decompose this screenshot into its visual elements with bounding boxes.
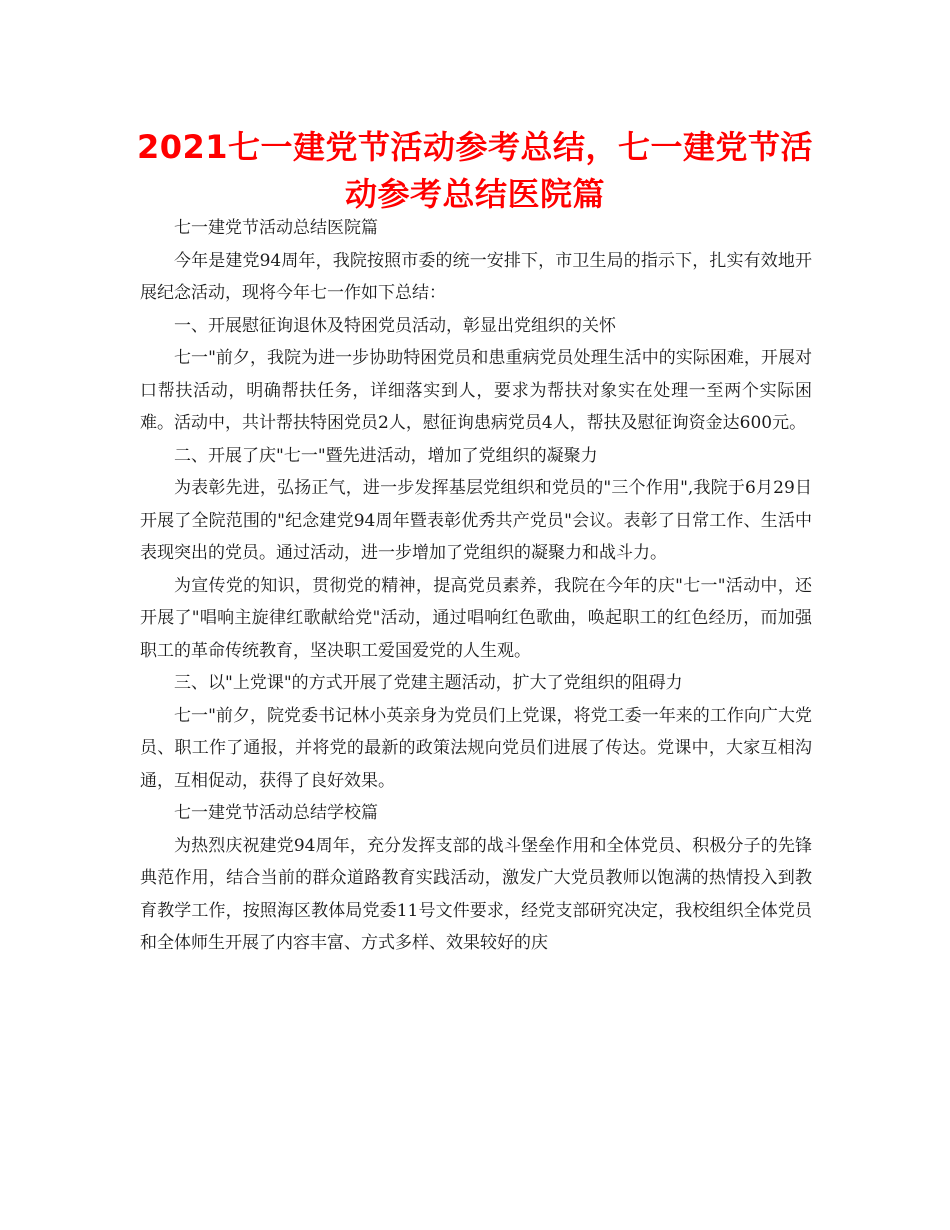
paragraph: 为热烈庆祝建党94周年，充分发挥支部的战斗堡垒作用和全体党员、积极分子的先锋典范作用，结合当前的群众道路教育实践活动，激发广大党员教师以饱满的热情投入到教育教学工作，按照海区教体局党委11号文件要求，经党支部研究决定，我校组织全体党员和全体师生开展了内容丰富、方式多样、效果较好的庆 (140, 835, 812, 953)
section-heading: 三、以"上党课"的方式开展了党建主题活动，扩大了党组织的阻碍力 (174, 673, 683, 693)
document-body (140, 212, 812, 960)
section-heading: 二、开展了庆"七一"暨先进活动，增加了党组织的凝聚力 (174, 445, 598, 466)
section-heading: 一、开展慰征询退休及特困党员活动，彰显出党组织的关怀 (174, 315, 616, 336)
section-heading-school: 七一建党节活动总结学校篇 (174, 803, 378, 823)
document-title: 2021七一建党节活动参考总结，七一建党节活动参考总结医院篇 (136, 128, 814, 213)
paragraph: 为表彰先进，弘扬正气，进一步发挥基层党组织和党员的"三个作用",我院于6月29日开展了全院范围的"纪念建党94周年暨表彰优秀共产党员"会议。表彰了日常工作、生活中表现突出的党员。通过活动，进一步增加了党组织的凝聚力和战斗力。 (140, 478, 812, 563)
paragraph: 七一"前夕，院党委书记林小英亲身为党员们上党课，将党工委一年来的工作向广大党员、职工作了通报，并将党的最新的政策法规向党员们进展了传达。党课中，大家互相沟通，互相促动，获得了良好效果。 (140, 705, 812, 791)
paragraph: 今年是建党94周年，我院按照市委的统一安排下，市卫生局的指示下，扎实有效地开展纪念活动，现将今年七一作如下总结： (140, 250, 812, 303)
paragraph: 七一"前夕，我院为进一步协助特困党员和患重病党员处理生活中的实际困难，开展对口帮扶活动，明确帮扶任务，详细落实到人，要求为帮扶对象实在处理一至两个实际困难。活动中，共计帮扶特困党员2人，慰征询患病党员4人，帮扶及慰征询资金达600元。 (140, 348, 812, 433)
paragraph: 为宣传党的知识，贯彻党的精神，提高党员素养，我院在今年的庆"七一"活动中，还开展了"唱响主旋律红歌献给党"活动，通过唱响红色歌曲，唤起职工的红色经历，而加强职工的革命传统教育，坚决职工爱国爱党的人生观。 (140, 575, 812, 661)
section-heading-hospital: 七一建党节活动总结医院篇 (174, 218, 378, 238)
